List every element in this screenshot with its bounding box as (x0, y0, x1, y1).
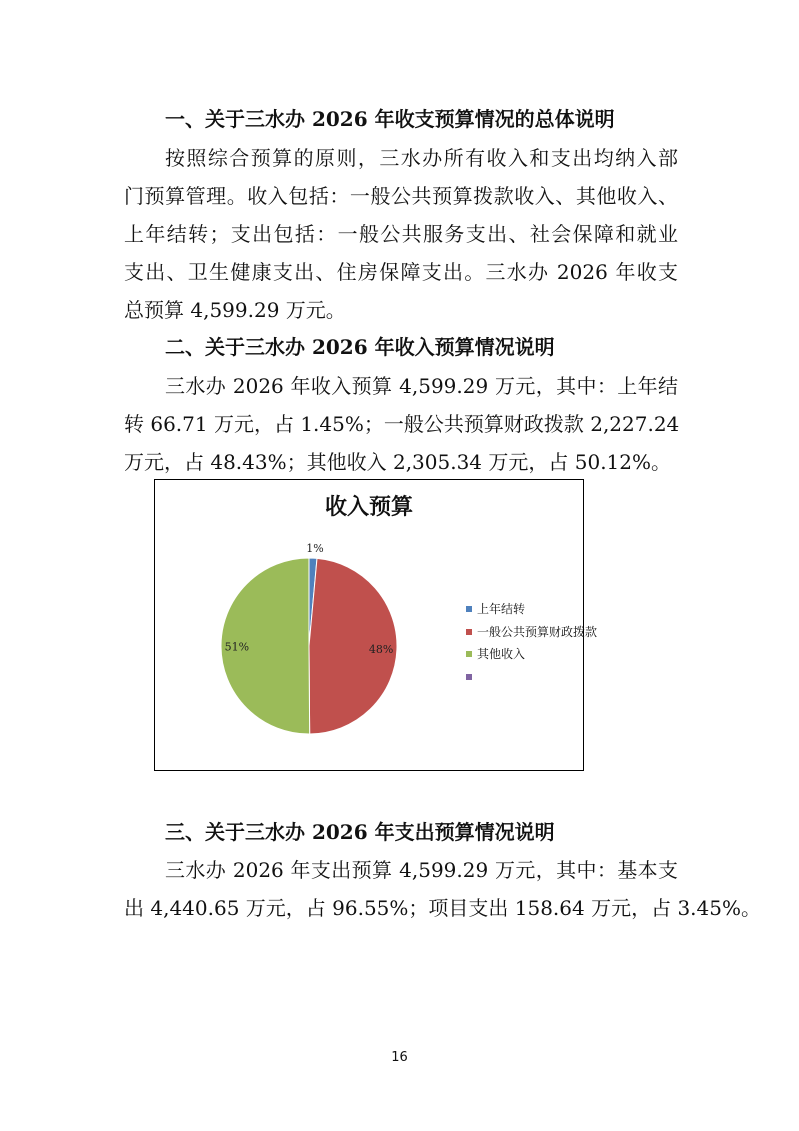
legend-swatch-4 (466, 674, 472, 680)
legend-swatch-1 (466, 606, 472, 612)
pie-data-label-1: 1% (306, 542, 324, 555)
page-number: 16 (391, 1050, 408, 1065)
legend-item-2 (466, 624, 598, 640)
pie-data-label-2: 48% (368, 643, 394, 657)
legend-item-4 (466, 669, 584, 685)
section3-heading: 三、关于三水办 2026 年支出预算情况说明 (165, 820, 555, 844)
income-pie-chart (154, 479, 598, 771)
section1-line-1: 按照综合预算的原则，三水办所有收入和支出均纳入部 (165, 146, 678, 170)
section1-line-4: 支出、卫生健康支出、住房保障支出。三水办 2026 年收支 (124, 260, 678, 284)
section2-line-3: 万元，占 48.43%；其他收入 2,305.34 万元，占 50.12%。 (124, 450, 672, 474)
section1-line-2: 门预算管理。收入包括：一般公共预算拨款收入、其他收入、 (124, 184, 678, 208)
section2-line-2: 转 66.71 万元，占 1.45%；一般公共预算财政拨款 2,227.24 (124, 412, 680, 436)
legend-label-3: 其他收入 (477, 647, 526, 661)
section1-line-3: 上年结转；支出包括：一般公共服务支出、社会保障和就业 (124, 222, 678, 246)
section2-heading: 二、关于三水办 2026 年收入预算情况说明 (165, 335, 555, 359)
legend-swatch-2 (466, 629, 472, 635)
legend-label-2: 一般公共预算财政拨款 (477, 625, 598, 639)
chart-title: 收入预算 (324, 495, 413, 520)
section3-line-1: 三水办 2026 年支出预算 4,599.29 万元，其中：基本支 (165, 858, 678, 882)
section1-heading: 一、关于三水办 2026 年收支预算情况的总体说明 (165, 107, 615, 131)
legend-item-1 (466, 601, 584, 617)
legend-item-3 (466, 646, 584, 662)
legend-label-1: 上年结转 (477, 602, 526, 616)
section1-line-5: 总预算 4,599.29 万元。 (124, 298, 346, 322)
section2-line-1: 三水办 2026 年收入预算 4,599.29 万元，其中：上年结 (165, 374, 678, 398)
section3-line-2: 出 4,440.65 万元，占 96.55%；项目支出 158.64 万元，占 3.45%。 (124, 896, 761, 920)
pie-data-label-3: 51% (224, 640, 250, 654)
legend-swatch-3 (466, 651, 472, 657)
